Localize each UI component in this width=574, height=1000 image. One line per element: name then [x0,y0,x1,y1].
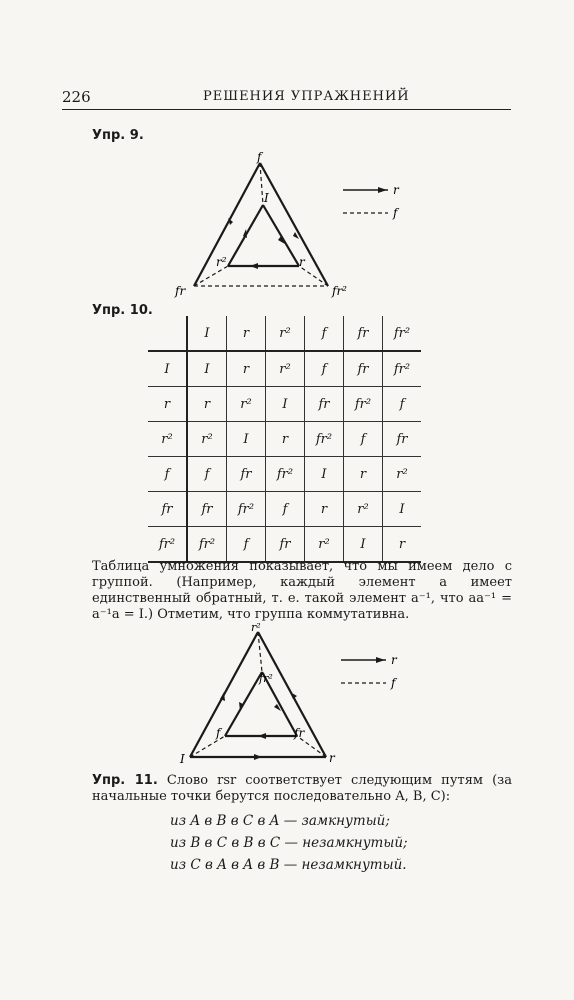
row-header: r² [148,422,187,457]
table-cell: r² [227,387,266,422]
column-header: I [187,316,227,351]
table-cell: I [305,457,344,492]
legend-ex10-solid-label: r [391,653,397,667]
table-cell: fr² [187,527,227,563]
ex9-label-outer-top: f [257,150,262,164]
table-row [148,422,421,457]
table-cell: fr² [305,422,344,457]
table-cell: r [227,351,266,387]
outer-edge-left [194,163,260,286]
group-paragraph: Таблица умножения показывает, что мы имеем дело с группой. (Например, каждый элемент a имеет единственный обратный, т. е. такой элемент a⁻¹, что aa⁻¹ = a⁻¹a = I.) Отметим, что группа коммутативна. [92,559,512,622]
column-header: r² [266,316,305,351]
exercise-10-label: Упр. 10. [92,303,153,318]
table-row [148,457,421,492]
legend-ex9-dashed-label: f [393,206,398,220]
table-cell: r [383,527,422,563]
table-cell: f [383,387,422,422]
table-cell: fr [266,527,305,563]
path-line: из B в C в B в C — незамкнутый; [170,835,408,851]
exercise-11-text [92,773,512,805]
table-cell: r² [305,527,344,563]
table-cell: fr [227,457,266,492]
table-corner [148,316,187,351]
table-cell: I [227,422,266,457]
ex9-label-inner-right: r [299,255,305,269]
exercise-9-diagram [194,163,328,286]
table-row [148,527,421,563]
table-cell: fr² [344,387,383,422]
multiplication-table [148,316,421,563]
path-line: из A в B в C в A — замкнутый; [170,813,390,829]
exercise-11-body: Слово rsr соответствует следующим путям (за начальные точки берутся последовательно A, B, C): [92,773,512,804]
column-header: fr [344,316,383,351]
table-cell: f [266,492,305,527]
exercise-10-diagram [190,632,326,760]
table-cell: I [383,492,422,527]
table-header-row [148,316,421,351]
table-cell: r² [266,351,305,387]
table-cell: r [305,492,344,527]
ex9-label-inner-top: I [264,191,269,205]
running-head: РЕШЕНИЯ УПРАЖНЕНИЙ [203,89,410,104]
arrow-outer-right [290,692,297,699]
legend-ex9 [343,187,388,213]
row-header: I [148,351,187,387]
legend-ex10 [341,657,386,683]
row-header: r [148,387,187,422]
legend-arrow [378,187,387,193]
ex9-label-inner-left: r² [216,255,227,269]
table-cell: fr² [383,351,422,387]
legend-arrow [376,657,385,663]
ex10-label-outer-left: I [180,752,185,766]
legend-ex10-dashed-label: f [391,676,396,690]
table-cell: r² [383,457,422,492]
table-row [148,492,421,527]
table-cell: r² [344,492,383,527]
table-cell: fr [344,351,383,387]
ex10-label-inner-left: f [216,726,221,740]
table-cell: fr² [227,492,266,527]
table-cell: fr [305,387,344,422]
table-cell: f [344,422,383,457]
exercise-9-label: Упр. 9. [92,128,144,143]
table-cell: r² [187,422,227,457]
column-header: fr² [383,316,422,351]
table-row [148,351,421,387]
ex9-label-outer-left: fr [175,284,186,298]
table-row [148,387,421,422]
table-cell: I [344,527,383,563]
ex10-label-outer-right: r [329,751,335,765]
table-cell: r [344,457,383,492]
table-cell: I [187,351,227,387]
row-header: fr² [148,527,187,563]
table-cell: I [266,387,305,422]
column-header: f [305,316,344,351]
outer-edge-right [260,163,328,286]
ex9-label-outer-right: fr² [332,284,347,298]
table-cell: f [187,457,227,492]
column-header: r [227,316,266,351]
ex10-label-inner-right: fr [294,726,305,740]
legend-ex9-solid-label: r [393,183,399,197]
row-header: fr [148,492,187,527]
table-cell: fr [187,492,227,527]
table-cell: fr² [266,457,305,492]
arrow-outer-bottom [254,754,262,760]
table-cell: f [305,351,344,387]
arrow-inner-bottom [258,733,266,739]
arrow-inner-bottom [250,263,258,269]
path-line: из C в A в A в B — незамкнутый. [170,857,407,873]
ex10-label-inner-top: fr² [259,672,273,685]
ex10-label-outer-top: r² [251,621,261,634]
table-cell: f [227,527,266,563]
row-header: f [148,457,187,492]
table-cell: fr [383,422,422,457]
table-cell: r [187,387,227,422]
table-cell: r [266,422,305,457]
page-number: 226 [62,88,91,106]
exercise-11-label: Упр. 11. [92,773,158,788]
